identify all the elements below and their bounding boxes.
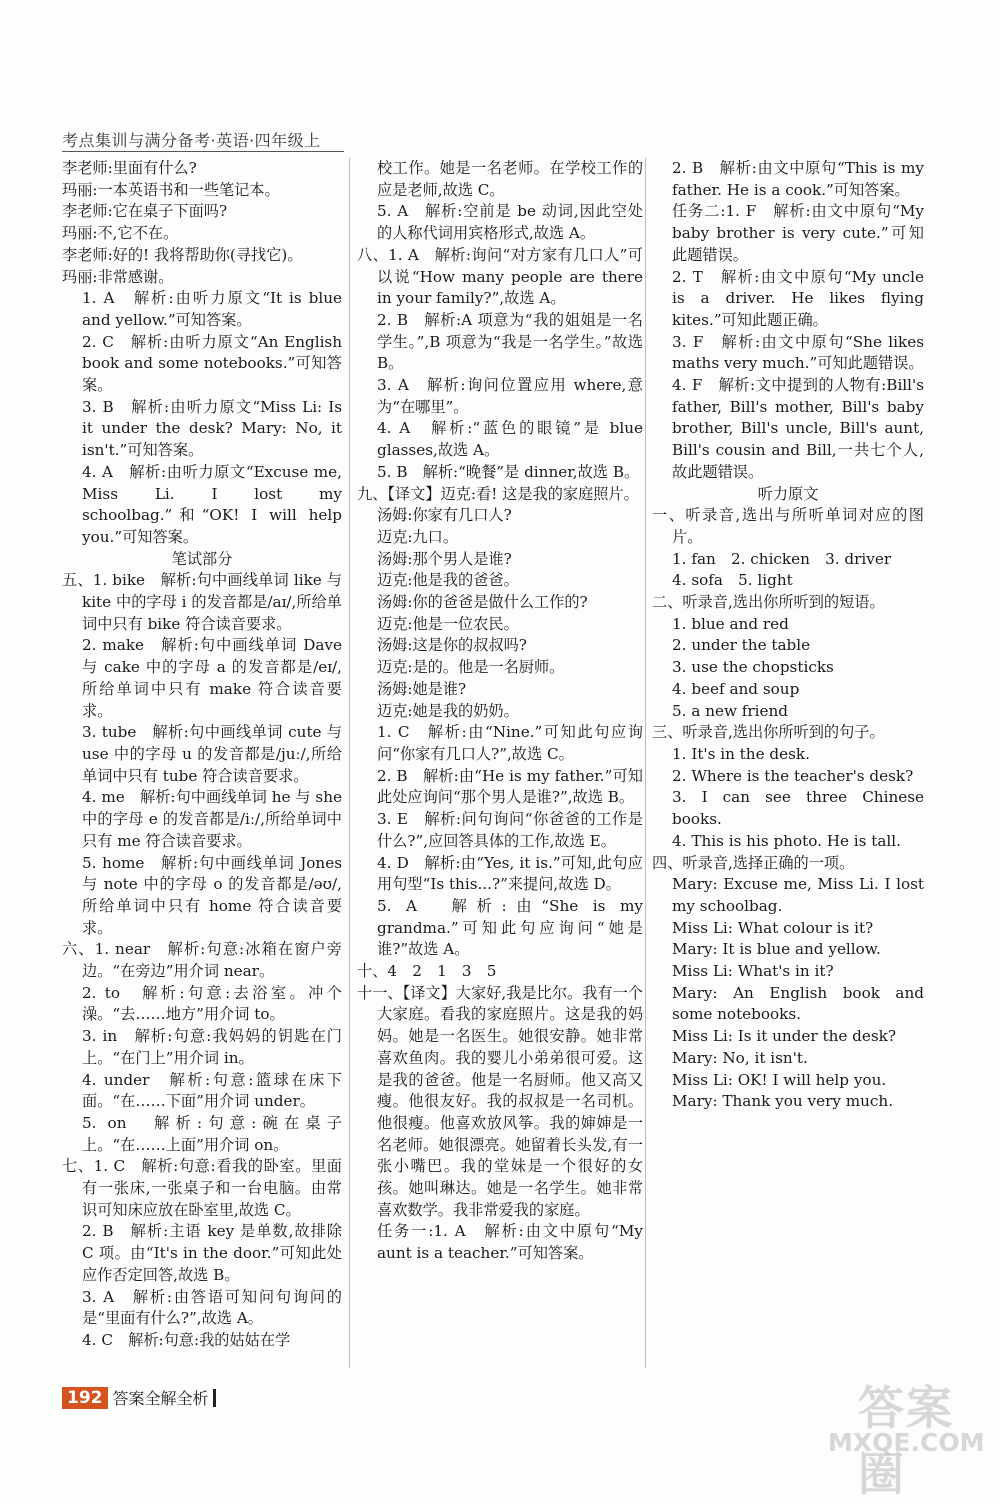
answer-paragraph: 汤姆:她是谁? bbox=[377, 679, 467, 698]
answer-paragraph: 二、听录音,选出你所听到的短语。 bbox=[652, 593, 885, 612]
answer-paragraph: 汤姆:这是你的叔叔吗? bbox=[377, 636, 527, 655]
header-rule bbox=[62, 151, 344, 152]
answer-paragraph: 5. on 解析:句意:碗在桌子上。“在……上面”用介词 on。 bbox=[82, 1113, 342, 1154]
answer-paragraph: 1. It's in the desk. bbox=[672, 744, 810, 763]
answer-paragraph: 3. A 解析:询问位置应用 where,意为“在哪里”。 bbox=[377, 376, 643, 416]
answer-paragraph: 3. use the chopsticks bbox=[672, 658, 834, 677]
watermark-url: MXQE.COM bbox=[828, 1428, 985, 1457]
answer-paragraph: 汤姆:你的爸爸是做什么工作的? bbox=[377, 593, 588, 612]
answer-paragraph: 3. in 解析:句意:我妈妈的钥匙在门上。“在门上”用介词 in。 bbox=[82, 1027, 342, 1067]
column-divider-1 bbox=[349, 158, 350, 1368]
column-1 bbox=[62, 158, 342, 1352]
answer-paragraph: 玛丽:非常感谢。 bbox=[62, 267, 174, 286]
answer-paragraph: 5. A 解析:由“She is my grandma.”可知此句应询问“她是谁?”故选 A。 bbox=[377, 896, 643, 959]
answer-paragraph: 1. fan 2. chicken 3. driver bbox=[672, 549, 892, 568]
answer-paragraph: 七、1. C 解析:句意:看我的卧室。里面有一张床,一张桌子和一台电脑。由常识可知床应放在卧室里,故选 C。 bbox=[62, 1157, 342, 1219]
footer-label: 答案全解全析 bbox=[112, 1389, 209, 1408]
answer-paragraph: 玛丽:一本英语书和一些笔记本。 bbox=[62, 180, 280, 199]
answer-paragraph: 4. F 解析:文中提到的人物有:Bill's father, Bill's mother, Bill's baby brother, Bill's uncle, Bill's aunt, Bill's cousin and Bill,一共七个人,故此题错误。 bbox=[672, 376, 924, 481]
answer-paragraph: 4. A 解析:“蓝色的眼镜”是 blue glasses,故选 A。 bbox=[377, 419, 643, 460]
answer-paragraph: 2. Where is the teacher's desk? bbox=[672, 766, 914, 785]
watermark-logo: 答案圈 bbox=[858, 1381, 954, 1501]
answer-paragraph: 1. A 解析:由听力原文“It is blue and yellow.”可知答案。 bbox=[82, 289, 342, 329]
answer-paragraph: 2. B 解析:由文中原句“This is my father. He is a cook.”可知答案。 bbox=[672, 159, 924, 199]
answer-paragraph: Mary: An English book and some notebooks. bbox=[672, 983, 924, 1024]
answer-paragraph: 五、1. bike 解析:句中画线单词 like 与 kite 中的字母 i 的发音都是/aɪ/,所给单词中只有 bike 符合读音要求。 bbox=[62, 571, 342, 633]
answer-paragraph: 任务一:1. A 解析:由文中原句“My aunt is a teacher.”可知答案。 bbox=[377, 1222, 643, 1263]
answer-paragraph: Mary: It is blue and yellow. bbox=[672, 940, 881, 959]
answer-paragraph: 4. D 解析:由“Yes, it is.”可知,此句应用句型“Is this...?”来提问,故选 D。 bbox=[377, 853, 643, 894]
answer-paragraph: 2. B 解析:A 项意为“我的姐姐是一名学生。”,B 项意为“我是一名学生。”故选 B。 bbox=[377, 310, 643, 373]
answer-paragraph: 1. blue and red bbox=[672, 614, 789, 633]
footer-bar bbox=[213, 1389, 216, 1407]
answer-paragraph: 3. B 解析:由听力原文“Miss Li: Is it under the desk? Mary: No, it isn't.”可知答案。 bbox=[82, 397, 342, 460]
answer-paragraph: 2. make 解析:句中画线单词 Dave 与 cake 中的字母 a 的发音都是/eɪ/,所给单词中只有 make 符合读音要求。 bbox=[82, 636, 342, 720]
answer-paragraph: 4. me 解析:句中画线单词 he 与 she 中的字母 e 的发音都是/iː/,所给单词中只有 me 符合读音要求。 bbox=[82, 788, 342, 850]
answer-paragraph: Mary: Thank you very much. bbox=[672, 1092, 894, 1111]
page-footer bbox=[62, 1386, 216, 1409]
answer-paragraph: 2. under the table bbox=[672, 636, 811, 655]
answer-paragraph: Miss Li: What colour is it? bbox=[672, 918, 874, 937]
answer-paragraph: 八、1. A 解析:询问“对方家有几口人”可以说“How many people are there in your family?”,故选 A。 bbox=[357, 245, 643, 308]
answer-paragraph: 1. C 解析:由“Nine.”可知此句应询问“你家有几口人?”,故选 C。 bbox=[377, 723, 643, 763]
answer-paragraph: 4. A 解析:由听力原文“Excuse me, Miss Li. I lost my schoolbag.”和“OK! I will help you.”可知答案。 bbox=[82, 462, 342, 546]
answer-paragraph: 2. T 解析:由文中原句“My uncle is a driver. He likes flying kites.”可知此题正确。 bbox=[672, 267, 924, 329]
answer-paragraph: Mary: Excuse me, Miss Li. I lost my schoolbag. bbox=[672, 875, 924, 915]
answer-paragraph: 李老师:它在桌子下面吗? bbox=[62, 202, 228, 221]
answer-paragraph: 李老师:好的! 我将帮助你(寻找它)。 bbox=[62, 245, 303, 264]
answer-paragraph: 3. A 解析:由答语可知问句询问的是“里面有什么?”,故选 A。 bbox=[82, 1287, 342, 1328]
answer-paragraph: 迈克:是的。他是一名厨师。 bbox=[377, 658, 565, 677]
answer-paragraph: 4. beef and soup bbox=[672, 679, 800, 698]
answer-paragraph: 4. C 解析:句意:我的姑姑在学 bbox=[82, 1330, 291, 1349]
answer-paragraph: 六、1. near 解析:句意:冰箱在窗户旁边。“在旁边”用介词 near。 bbox=[62, 940, 342, 981]
answer-paragraph: 玛丽:不,它不在。 bbox=[62, 224, 179, 243]
answer-paragraph: Miss Li: What's in it? bbox=[672, 962, 834, 981]
answer-paragraph: 汤姆:你家有几口人? bbox=[377, 506, 512, 525]
answer-paragraph: 迈克:她是我的奶奶。 bbox=[377, 701, 519, 720]
answer-paragraph: 四、听录音,选择正确的一项。 bbox=[652, 853, 855, 872]
answer-paragraph: 2. C 解析:由听力原文“An English book and some notebooks.”可知答案。 bbox=[82, 332, 342, 395]
answer-paragraph: 九、【译文】迈克:看! 这是我的家庭照片。 bbox=[357, 484, 639, 503]
answer-paragraph: 5. A 解析:空前是 be 动词,因此空处的人称代词用宾格形式,故选 A。 bbox=[377, 202, 643, 243]
answer-paragraph: 十、4 2 1 3 5 bbox=[357, 962, 497, 981]
answer-paragraph: Mary: No, it isn't. bbox=[672, 1048, 808, 1067]
answer-paragraph: 5. B 解析:“晚餐”是 dinner,故选 B。 bbox=[377, 462, 640, 481]
column-divider-2 bbox=[645, 158, 646, 1368]
answer-paragraph: 汤姆:那个男人是谁? bbox=[377, 549, 512, 568]
answer-paragraph: Miss Li: Is it under the desk? bbox=[672, 1027, 897, 1046]
answer-paragraph: 3. tube 解析:句中画线单词 cute 与 use 中的字母 u 的发音都是/juː/,所给单词中只有 tube 符合读音要求。 bbox=[82, 723, 342, 785]
answer-paragraph: 2. B 解析:由“He is my father.”可知此处应询问“那个男人是谁?”,故选 B。 bbox=[377, 766, 643, 807]
answer-paragraph: 2. B 解析:主语 key 是单数,故排除 C 项。由“It's in the door.”可知此处应作否定回答,故选 B。 bbox=[82, 1222, 342, 1284]
answer-paragraph: 笔试部分 bbox=[171, 549, 233, 568]
answer-paragraph: 3. I can see three Chinese books. bbox=[672, 788, 924, 829]
answer-paragraph: 一、听录音,选出与所听单词对应的图片。 bbox=[652, 506, 924, 546]
answer-paragraph: 2. to 解析:句意:去浴室。冲个澡。“去……地方”用介词 to。 bbox=[82, 983, 342, 1024]
column-2 bbox=[357, 158, 643, 1265]
answer-paragraph: 4. under 解析:句意:篮球在床下面。“在……下面”用介词 under。 bbox=[82, 1070, 342, 1111]
answer-paragraph: 3. E 解析:问句询问“你爸爸的工作是什么?”,应回答具体的工作,故选 E。 bbox=[377, 810, 643, 850]
answer-paragraph: 听力原文 bbox=[757, 484, 819, 503]
answer-paragraph: 迈克:他是一位农民。 bbox=[377, 614, 519, 633]
answer-paragraph: 5. home 解析:句中画线单词 Jones 与 note 中的字母 o 的发音都是/əʊ/,所给单词中只有 home 符合读音要求。 bbox=[82, 853, 342, 937]
running-header: 考点集训与满分备考·英语·四年级上 bbox=[62, 131, 321, 150]
answer-paragraph: Miss Li: OK! I will help you. bbox=[672, 1070, 887, 1089]
answer-paragraph: 迈克:他是我的爸爸。 bbox=[377, 571, 519, 590]
answer-paragraph: 4. sofa 5. light bbox=[672, 571, 793, 590]
answer-paragraph: 三、听录音,选出你所听到的句子。 bbox=[652, 723, 885, 742]
column-3 bbox=[652, 158, 924, 1113]
page-number: 192 bbox=[62, 1387, 108, 1409]
answer-paragraph: 4. This is his photo. He is tall. bbox=[672, 831, 901, 850]
answer-paragraph: 3. F 解析:由文中原句“She likes maths very much.”可知此题错误。 bbox=[672, 332, 924, 373]
answer-paragraph: 十一、【译文】大家好,我是比尔。我有一个大家庭。看我的家庭照片。这是我的妈妈。她是一名医生。她很安静。她非常喜欢鱼肉。我的婴儿小弟弟很可爱。这是我的爸爸。他是一名厨师。他又高又瘦。他很友好。我的叔叔是一名司机。他很瘦。他喜欢放风筝。我的婶婶是一名老师。她很漂亮。她留着长头发,有一张小嘴巴。我的堂妹是一个很好的女孩。她叫琳达。她是一名学生。她非常喜欢数学。我非常爱我的家庭。 bbox=[357, 983, 643, 1219]
answer-paragraph: 校工作。她是一名老师。在学校工作的应是老师,故选 C。 bbox=[377, 159, 643, 199]
answer-paragraph: 5. a new friend bbox=[672, 701, 789, 720]
answer-paragraph: 任务二:1. F 解析:由文中原句“My baby brother is very cute.”可知此题错误。 bbox=[672, 202, 924, 264]
answer-paragraph: 李老师:里面有什么? bbox=[62, 159, 197, 177]
answer-paragraph: 迈克:九口。 bbox=[377, 527, 459, 546]
